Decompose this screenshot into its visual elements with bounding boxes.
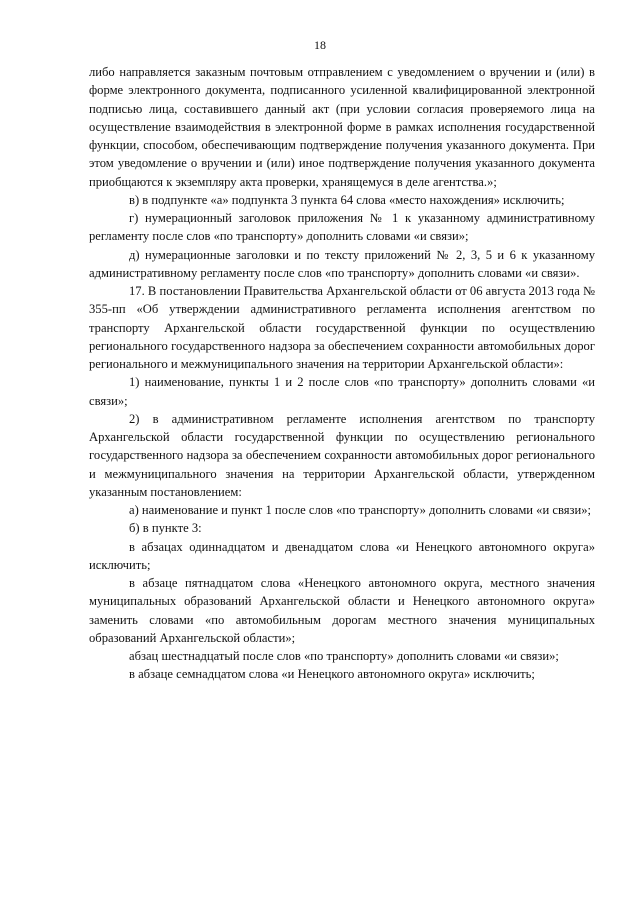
paragraph: либо направляется заказным почтовым отправлением с уведомлением о вручении и (или) в форме электронного документа, подписанного усиленной квалифицированной электронной подписью лица, составившего данный акт (при условии согласия проверяемого лица на осуществление взаимодействия в электронной форме в рамках исполнения государственной функции, способом, обеспечивающим подтверждение получения указанного документа. При этом уведомление о вручении и (или) иное подтверждение получения указанного документа приобщаются к экземпляру акта проверки, хранящемуся в деле агентства.»;	[89, 65, 595, 189]
paragraph: в абзаце пятнадцатом слова «Ненецкого автономного округа, местного значения муниципальных образований Архангельской области и Ненецкого автономного округа» заменить словами «по автомобильным дорогам местного значения муниципальных образований Архангельской области»;	[89, 576, 595, 645]
paragraph: абзац шестнадцатый после слов «по транспорту» дополнить словами «и связи»;	[129, 649, 559, 663]
paragraph: 17. В постановлении Правительства Архангельской области от 06 августа 2013 года № 355-пп «Об утверждении административного регламента исполнения агентством по транспорту Архангельской области государственной функции по осуществлению регионального государственного надзора за обеспечением сохранности автомобильных дорог регионального и межмуниципального значения на территории Архангельской области»:	[89, 284, 595, 371]
paragraph: 2) в административном регламенте исполнения агентством по транспорту Архангельской области государственной функции по осуществлению регионального государственного надзора за обеспечением сохранности автомобильных дорог регионального и межмуниципального значения на территории Архангельской области, утвержденном указанным постановлением:	[89, 411, 595, 499]
paragraph: в абзацах одиннадцатом и двенадцатом слова «и Ненецкого автономного округа» исключить;	[89, 539, 595, 572]
paragraph: в) в подпункте «а» подпункта 3 пункта 64 слова «место нахождения» исключить;	[129, 192, 565, 207]
paragraph: в абзаце семнадцатом слова «и Ненецкого автономного округа» исключить;	[129, 667, 535, 682]
paragraph: б) в пункте 3:	[129, 521, 202, 536]
paragraph: г) нумерационный заголовок приложения № 1 к указанному административному регламенту после слов «по транспорту» дополнить словами «и связи»;	[89, 211, 595, 244]
paragraph: д) нумерационные заголовки и по тексту приложений № 2, 3, 5 и 6 к указанному административному регламенту после слов «по транспорту» дополнить словами «и связи».	[89, 247, 595, 280]
page-number: 18	[314, 38, 326, 52]
paragraph: 1) наименование, пункты 1 и 2 после слов «по транспорту» дополнить словами «и связи»;	[89, 375, 595, 408]
paragraph: а) наименование и пункт 1 после слов «по транспорту» дополнить словами «и связи»;	[129, 503, 592, 517]
document-body	[89, 63, 595, 684]
